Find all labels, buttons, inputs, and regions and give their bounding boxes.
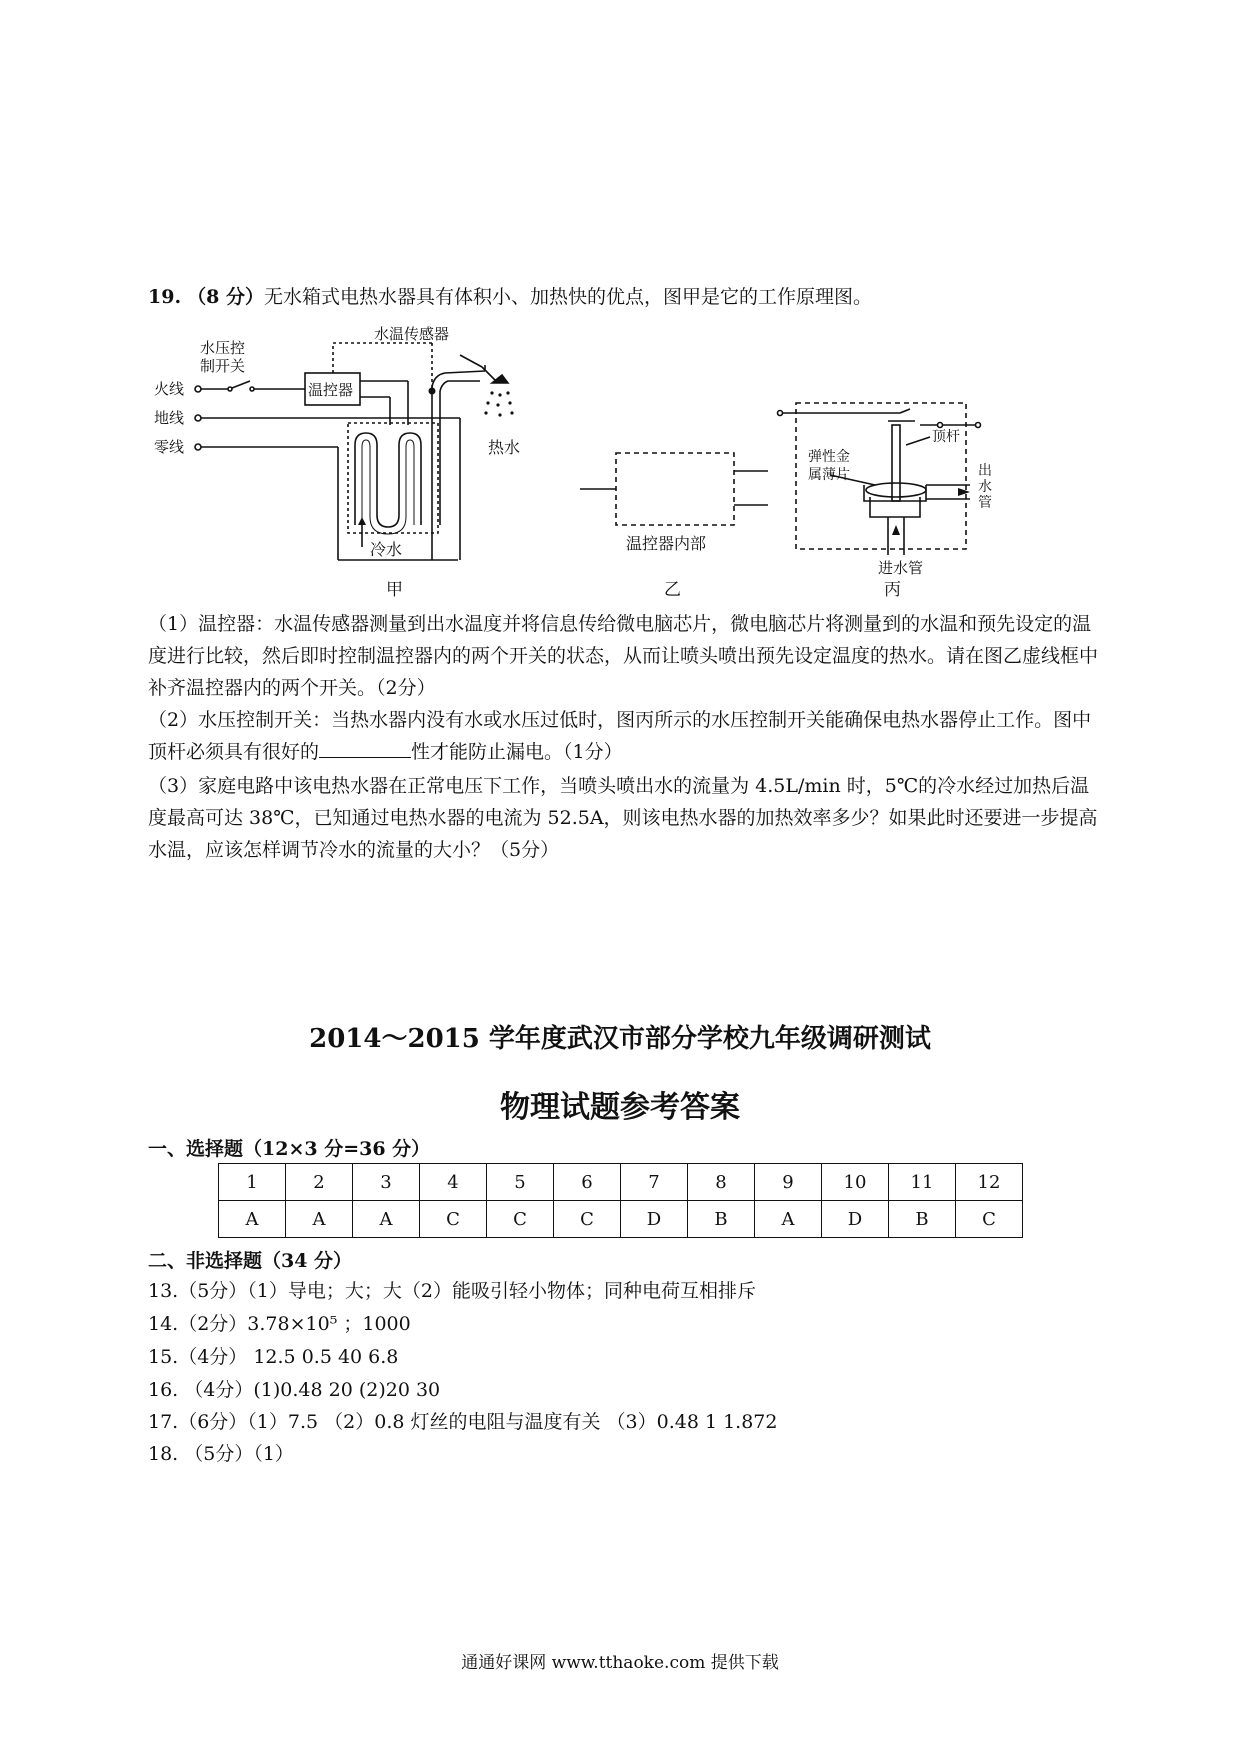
table-cell: 8 bbox=[688, 1164, 755, 1201]
part-2-text-b: 性才能防止漏电。（1分） bbox=[411, 741, 623, 763]
rod bbox=[892, 425, 900, 501]
label-inlet: 进水管 bbox=[878, 559, 924, 577]
table-cell: A bbox=[219, 1201, 286, 1238]
label-cold-water: 冷水 bbox=[370, 540, 403, 559]
terminal-earth bbox=[195, 415, 201, 421]
table-cell: C bbox=[956, 1201, 1023, 1238]
table-cell: 4 bbox=[420, 1164, 487, 1201]
section-non-choice: 二、非选择题（34 分） bbox=[148, 1250, 353, 1272]
table-cell: A bbox=[353, 1201, 420, 1238]
label-outlet-2: 水 bbox=[978, 479, 992, 495]
table-cell: 7 bbox=[621, 1164, 688, 1201]
table-cell: 12 bbox=[956, 1164, 1023, 1201]
footer: 通通好课网 www.tthaoke.com 提供下载 bbox=[461, 1653, 779, 1673]
question-intro: 无水箱式电热水器具有体积小、加热快的优点，图甲是它的工作原理图。 bbox=[263, 286, 872, 308]
question-19-part-3: （3）家庭电路中该电热水器在正常电压下工作，当喷头喷出水的流量为 4.5L/min 时，5℃的冷水经过加热后温度最高可达 38℃，已知通过电热水器的电流为 52.5A，则该电热水器的加热效率多少？如果此时还要进一步提高水温，应该怎样调节冷水的流量的大小？（5分） bbox=[148, 775, 1098, 861]
figure-water-heater bbox=[140, 325, 1020, 605]
table-cell: 9 bbox=[755, 1164, 822, 1201]
label-controller: 温控器 bbox=[308, 381, 354, 399]
table-cell: B bbox=[688, 1201, 755, 1238]
label-rod: 顶杆 bbox=[932, 429, 960, 445]
label-controller-inner: 温控器内部 bbox=[626, 534, 707, 553]
part-2-text-a: （2）水压控制开关：当热水器内没有水或水压过低时，图丙所示的水压控制开关能确保电热水器停止工作。图中顶杆必须具有很好的 bbox=[148, 709, 1092, 763]
label-outlet-1: 出 bbox=[978, 463, 992, 479]
label-hot-water: 热水 bbox=[488, 438, 521, 457]
terminal-fire bbox=[195, 386, 201, 392]
label-switch-1: 水压控 bbox=[200, 339, 246, 357]
answers-subtitle: 物理试题参考答案 bbox=[500, 1090, 740, 1125]
caption-bing: 丙 bbox=[884, 580, 901, 600]
table-cell: 1 bbox=[219, 1164, 286, 1201]
caption-jia: 甲 bbox=[386, 580, 403, 600]
table-cell: 3 bbox=[353, 1164, 420, 1201]
label-sensor: 水温传感器 bbox=[374, 325, 450, 343]
label-sheet-2: 属薄片 bbox=[808, 467, 850, 483]
choice-answer-table bbox=[218, 1163, 1023, 1238]
table-cell: 5 bbox=[487, 1164, 554, 1201]
sensor-dot bbox=[429, 388, 436, 395]
terminal-zero bbox=[195, 444, 201, 450]
answer-13: 13.（5分）（1）导电；大；大（2）能吸引轻小物体；同种电荷互相排斥 bbox=[148, 1280, 756, 1302]
table-cell: 11 bbox=[889, 1164, 956, 1201]
answer-18: 18. （5分）（1） bbox=[148, 1443, 294, 1465]
answer-16: 16. （4分）(1)0.48 20 (2)20 30 bbox=[148, 1379, 441, 1401]
section-choice: 一、选择题（12×3 分=36 分） bbox=[148, 1138, 431, 1160]
question-points: （8 分） bbox=[187, 286, 264, 308]
table-cell: C bbox=[420, 1201, 487, 1238]
table-row-choices bbox=[219, 1201, 1023, 1238]
table-cell: D bbox=[822, 1201, 889, 1238]
question-19-part-2 bbox=[148, 704, 1098, 768]
table-cell: 6 bbox=[554, 1164, 621, 1201]
question-number: 19. bbox=[148, 286, 182, 308]
answer-blank bbox=[319, 737, 411, 758]
answer-15: 15.（4分） 12.5 0.5 40 6.8 bbox=[148, 1346, 399, 1368]
label-earth-line: 地线 bbox=[154, 409, 185, 427]
table-cell: B bbox=[889, 1201, 956, 1238]
label-switch-2: 制开关 bbox=[200, 357, 246, 375]
table-cell: 2 bbox=[286, 1164, 353, 1201]
table-cell: C bbox=[487, 1201, 554, 1238]
table-row-numbers bbox=[219, 1164, 1023, 1201]
water-droplets bbox=[484, 391, 513, 416]
label-zero-line: 零线 bbox=[154, 438, 185, 456]
caption-yi: 乙 bbox=[664, 580, 681, 600]
table-cell: A bbox=[286, 1201, 353, 1238]
label-fire-line: 火线 bbox=[154, 380, 185, 398]
table-cell: A bbox=[755, 1201, 822, 1238]
question-19-part-1: （1）温控器：水温传感器测量到出水温度并将信息传给微电脑芯片，微电脑芯片将测量到的水温和预先设定的温度进行比较，然后即时控制温控器内的两个开关的状态，从而让喷头喷出预先设定温度的热水。请在图乙虚线框中补齐温控器内的两个开关。（2分） bbox=[148, 613, 1099, 699]
answer-17: 17.（6分）（1）7.5 （2）0.8 灯丝的电阻与温度有关 （3）0.48 1 1.872 bbox=[148, 1411, 778, 1433]
table-cell: D bbox=[621, 1201, 688, 1238]
label-sheet-1: 弹性金 bbox=[808, 449, 850, 465]
label-outlet-3: 管 bbox=[978, 495, 992, 511]
controller-inner-box bbox=[616, 453, 734, 525]
question-19-header bbox=[148, 284, 872, 310]
table-cell: C bbox=[554, 1201, 621, 1238]
answer-14: 14.（2分）3.78×10⁵ ；1000 bbox=[148, 1313, 411, 1335]
table-cell: 10 bbox=[822, 1164, 889, 1201]
answers-title: 2014～2015 学年度武汉市部分学校九年级调研测试 bbox=[309, 1024, 931, 1054]
